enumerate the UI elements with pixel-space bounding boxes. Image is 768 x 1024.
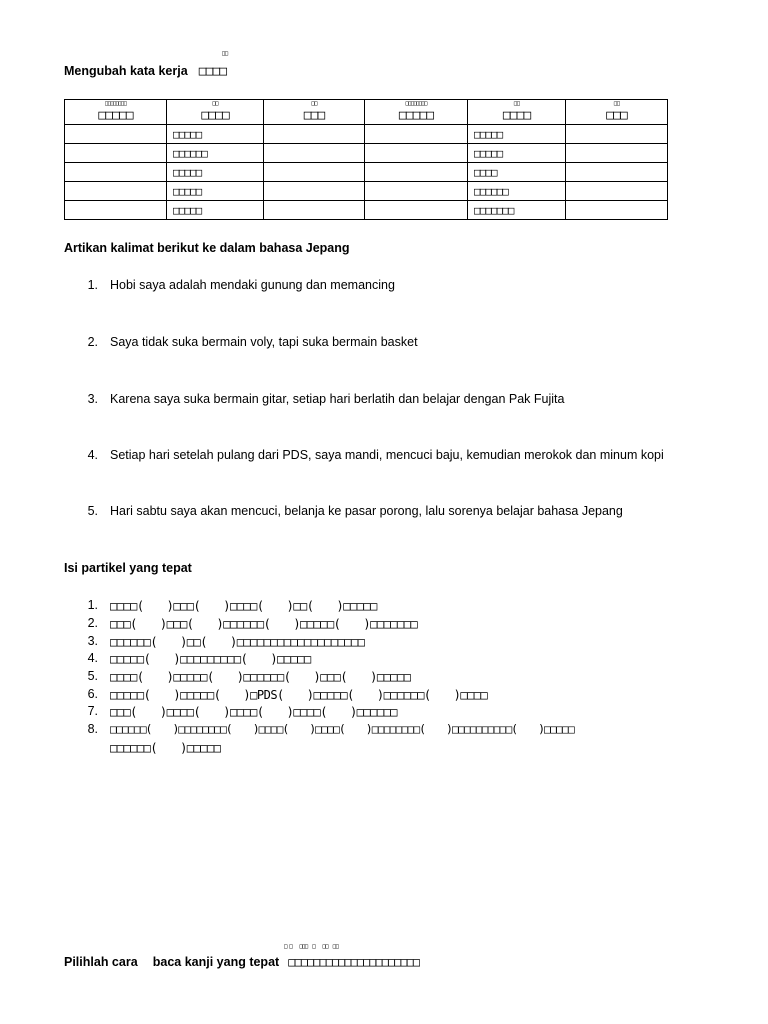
particle-sentence: □□□□□□( )□□□□□□□□( )□□□□( )□□□□( )□□□□□□□□( )□□□□□□□□□□( )□□□□□	[110, 722, 574, 736]
table-row	[65, 182, 668, 201]
list-item-number: 2.	[87, 616, 98, 630]
section-title-text: Mengubah kata kerja	[64, 64, 188, 78]
particle-sentence: □□□□□( )□□□□□□□□□( )□□□□□	[110, 652, 311, 666]
table-cell[interactable]	[65, 182, 167, 201]
particle-sentence: □□□□□□( )□□( )□□□□□□□□□□□□□□□□□□□	[110, 635, 365, 649]
table-cell[interactable]	[65, 201, 167, 220]
list-item-number: 8.	[87, 722, 98, 736]
title-ruby: □□	[222, 50, 228, 57]
table-cell[interactable]	[264, 182, 365, 201]
table-row	[65, 144, 668, 163]
section-title-part2: baca kanji yang tepat	[152, 955, 280, 969]
list-item-number: 4.	[87, 651, 98, 665]
section-ruby: □ □ □□□ □ □□ □□	[284, 943, 338, 950]
table-cell: □□□□□	[468, 125, 566, 144]
table-cell[interactable]	[365, 182, 468, 201]
table-cell[interactable]	[566, 182, 668, 201]
table-cell[interactable]	[65, 144, 167, 163]
table-cell: □□□□	[468, 163, 566, 182]
section-title-boxes: □□□□	[198, 64, 227, 79]
list-item-number: 1.	[87, 278, 98, 292]
table-cell[interactable]	[566, 144, 668, 163]
table-header-cell: □□ □□□	[566, 100, 668, 125]
list-item: Hari sabtu saya akan mencuci, belanja ke pasar porong, lalu sorenya belajar bahasa Jepang	[110, 504, 623, 518]
table-cell: □□□□□□	[167, 144, 264, 163]
particle-sentence: □□□□( )□□□( )□□□□( )□□( )□□□□□	[110, 599, 377, 613]
table-cell[interactable]	[365, 201, 468, 220]
table-cell: □□□□□	[167, 125, 264, 144]
table-header-cell: □□ □□□□	[468, 100, 566, 125]
list-item-number: 5.	[87, 504, 98, 518]
table-header-row	[65, 100, 668, 125]
table-header-cell: □□□□□□□□ □□□□□	[365, 100, 468, 125]
table-cell[interactable]	[264, 144, 365, 163]
table-cell: □□□□□	[167, 182, 264, 201]
section-title-translate: Artikan kalimat berikut ke dalam bahasa Jepang	[64, 241, 350, 255]
conjugation-table	[64, 99, 668, 220]
particle-sentence: □□□( )□□□( )□□□□□□( )□□□□□( )□□□□□□□	[110, 617, 418, 631]
section-title-kanji-reading	[64, 951, 419, 970]
table-cell[interactable]	[566, 125, 668, 144]
table-row	[65, 201, 668, 220]
section-title-part1: Pilihlah cara	[64, 955, 138, 969]
list-item: Setiap hari setelah pulang dari PDS, saya mandi, mencuci baju, kemudian merokok dan minum kopi	[110, 448, 664, 462]
table-row	[65, 125, 668, 144]
list-item: Hobi saya adalah mendaki gunung dan memancing	[110, 278, 395, 292]
list-item-number: 7.	[87, 704, 98, 718]
list-item-number: 5.	[87, 669, 98, 683]
list-item-number: 2.	[87, 335, 98, 349]
list-item-number: 6.	[87, 687, 98, 701]
section-title-particles: Isi partikel yang tepat	[64, 561, 192, 575]
table-cell[interactable]	[65, 125, 167, 144]
table-header-cell: □□□□□□□□ □□□□□	[65, 100, 167, 125]
section-title-conjugation	[64, 60, 226, 79]
section-title-boxes: □□□□□□□□□□□□□□□□□□□□□	[288, 955, 419, 969]
particle-sentence-continued: □□□□□□( )□□□□□	[110, 741, 221, 755]
table-cell: □□□□□	[468, 144, 566, 163]
table-cell[interactable]	[365, 125, 468, 144]
particle-sentence: □□□□( )□□□□□( )□□□□□□( )□□□( )□□□□□	[110, 670, 411, 684]
table-cell: □□□□□	[167, 163, 264, 182]
list-item: Karena saya suka bermain gitar, setiap hari berlatih dan belajar dengan Pak Fujita	[110, 392, 565, 406]
table-cell[interactable]	[566, 201, 668, 220]
table-cell: □□□□□□□	[468, 201, 566, 220]
table-cell[interactable]	[566, 163, 668, 182]
table-header-cell: □□ □□□□	[167, 100, 264, 125]
table-cell: □□□□□□	[468, 182, 566, 201]
table-cell: □□□□□	[167, 201, 264, 220]
list-item-number: 3.	[87, 392, 98, 406]
list-item-number: 4.	[87, 448, 98, 462]
table-row	[65, 163, 668, 182]
list-item-number: 1.	[87, 598, 98, 612]
list-item: Saya tidak suka bermain voly, tapi suka bermain basket	[110, 335, 418, 349]
table-header-cell: □□ □□□	[264, 100, 365, 125]
table-cell[interactable]	[365, 163, 468, 182]
particle-sentence: □□□□□( )□□□□□( )□PDS( )□□□□□( )□□□□□□( )□□□□	[110, 688, 488, 702]
table-cell[interactable]	[264, 201, 365, 220]
table-cell[interactable]	[264, 163, 365, 182]
table-cell[interactable]	[264, 125, 365, 144]
list-item-number: 3.	[87, 634, 98, 648]
table-cell[interactable]	[365, 144, 468, 163]
particle-sentence: □□□( )□□□□( )□□□□( )□□□□( )□□□□□□	[110, 705, 398, 719]
table-cell[interactable]	[65, 163, 167, 182]
